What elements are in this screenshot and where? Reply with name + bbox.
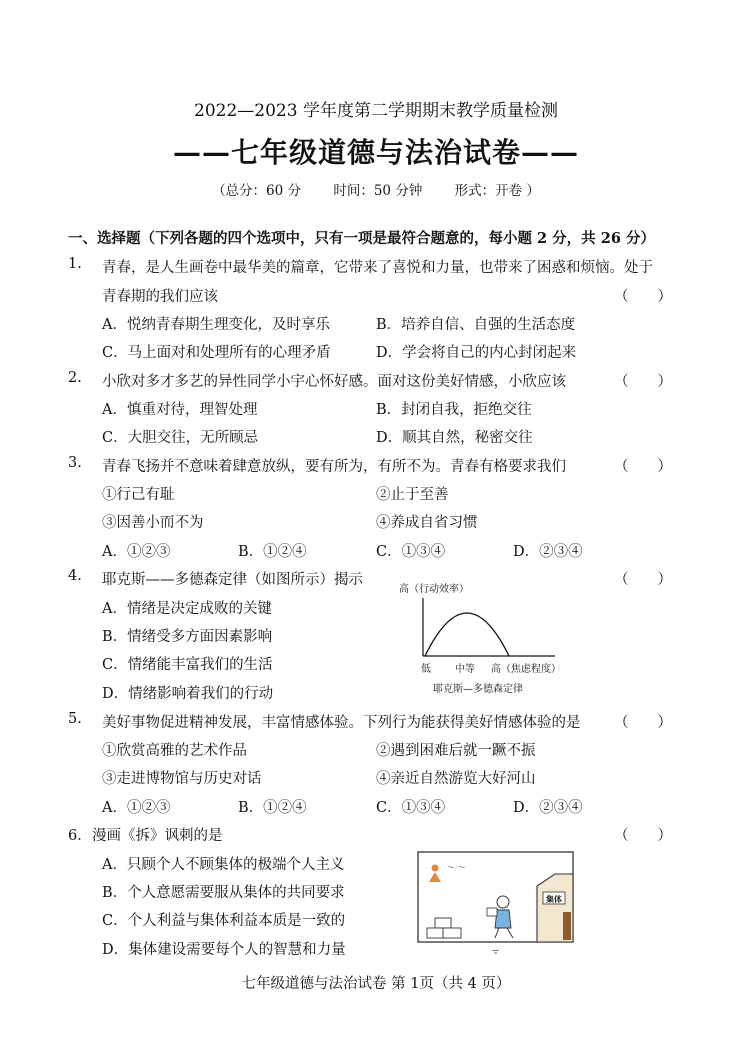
q5-option-a: A．①②③: [102, 800, 171, 816]
q3-number: 3.: [68, 455, 82, 471]
exam-total-score: （总分：60 分: [212, 183, 302, 199]
q4-option-d: D．情绪影响着我们的行动: [102, 686, 274, 702]
figure-curve: [425, 613, 509, 656]
q1-answer-paren: （ ）: [614, 289, 672, 305]
q6-answer-paren: （ ）: [614, 828, 672, 844]
q1-option-c: C．马上面对和处理所有的心理矛盾: [102, 345, 331, 361]
q2-number: 2.: [68, 370, 82, 386]
cartoon-sign-text: 集体: [546, 895, 562, 904]
exam-form: 形式：开卷 ）: [454, 183, 540, 199]
cartoon-birds-icon: ～ ～: [447, 863, 466, 872]
q3-item-4: ④养成自省习惯: [376, 515, 478, 531]
demolition-cartoon: [413, 848, 579, 958]
q2-option-b: B．封闭自我，拒绝交往: [376, 402, 532, 418]
q2-option-c: C．大胆交往，无所顾忌: [102, 430, 259, 446]
q3-option-d: D．②③④: [513, 544, 583, 560]
cartoon-small-figure-body: [429, 872, 441, 882]
q2-answer-paren: （ ）: [614, 374, 672, 390]
cartoon-building-door: [563, 912, 571, 940]
q2-option-d: D．顺其自然，秘密交往: [376, 430, 533, 446]
q4-option-a: A．情绪是决定成败的关键: [102, 601, 272, 617]
q5-item-4: ④亲近自然游览大好河山: [376, 771, 536, 787]
q4-option-b: B．情绪受多方面因素影响: [102, 629, 273, 645]
q5-item-1: ①欣赏高雅的艺术作品: [102, 743, 247, 759]
q5-item-3: ③走进博物馆与历史对话: [102, 771, 262, 787]
q1-stem-line1: 青春，是人生画卷中最华美的篇章，它带来了喜悦和力量，也带来了困惑和烦恼。处于: [102, 260, 653, 276]
figure-x-high: 高（焦虑程度）: [491, 664, 561, 675]
q4-stem: 耶克斯——多德森定律（如图所示）揭示: [102, 572, 363, 588]
q1-option-d: D．学会将自己的内心封闭起来: [376, 345, 577, 361]
q3-option-b: B．①②④: [238, 544, 307, 560]
exam-meta: [0, 179, 752, 199]
cartoon-brick-1: [435, 918, 451, 928]
q3-item-2: ②止于至善: [376, 487, 449, 503]
q6-option-d: D．集体建设需要每个人的智慧和力量: [102, 942, 346, 958]
q5-option-b: B．①②④: [238, 800, 307, 816]
q2-stem: 小欣对多才多艺的异性同学小宇心怀好感。面对这份美好情感，小欣应该: [102, 374, 566, 390]
q6-option-c: C．个人利益与集体利益本质是一致的: [102, 913, 346, 929]
cartoon-small-figure-head: [432, 865, 439, 872]
q4-option-c: C．情绪能丰富我们的生活: [102, 657, 273, 673]
exam-time: 时间：50 分钟: [333, 183, 423, 199]
q4-answer-paren: （ ）: [614, 572, 672, 588]
q5-option-c: C．①③④: [376, 800, 446, 816]
q5-answer-paren: （ ）: [614, 715, 672, 731]
q1-option-a: A．悦纳青春期生理变化，及时享乐: [102, 317, 330, 333]
cartoon-person-leg-left: [495, 928, 499, 938]
cartoon-person-head: [497, 896, 509, 908]
yerkes-dodson-figure: [385, 580, 585, 698]
exam-year-title: 2022—2023 学年度第二学期期末教学质量检测: [194, 101, 558, 121]
q5-stem: 美好事物促进精神发展，丰富情感体验。下列行为能获得美好情感体验的是: [102, 715, 581, 731]
q5-number: 5.: [68, 711, 82, 727]
q5-item-2: ②遇到困难后就一蹶不振: [376, 743, 536, 759]
cartoon-caption-icon: ᯤ: [492, 947, 500, 956]
q6-option-a: A．只顾个人不顾集体的极端个人主义: [102, 857, 345, 873]
q3-answer-paren: （ ）: [614, 459, 672, 475]
q6-number: 6．: [68, 828, 92, 844]
cartoon-brick-2: [443, 928, 461, 938]
q1-option-b: B．培养自信、自强的生活态度: [376, 317, 576, 333]
q6-option-b: B．个人意愿需要服从集体的共同要求: [102, 885, 345, 901]
cartoon-carried-brick: [487, 908, 497, 916]
figure-caption: 耶克斯—多德森定律: [433, 684, 523, 695]
cartoon-brick-3: [427, 928, 443, 938]
cartoon-person-leg-right: [507, 928, 513, 938]
q6-stem: 漫画《拆》讽刺的是: [92, 828, 223, 844]
q3-item-1: ①行己有耻: [102, 487, 175, 503]
figure-x-mid: 中等: [455, 664, 475, 675]
q3-stem: 青春飞扬并不意味着肆意放纵，要有所为，有所不为。青春有格要求我们: [102, 459, 566, 475]
q4-number: 4.: [68, 568, 82, 584]
figure-y-label: 高（行动效率）: [399, 584, 469, 595]
q3-option-c: C．①③④: [376, 544, 446, 560]
section-title: 一、选择题（下列各题的四个选项中，只有一项是最符合题意的，每小题 2 分，共 26 分）: [68, 230, 655, 247]
q3-item-3: ③因善小而不为: [102, 515, 204, 531]
figure-x-low: 低: [421, 664, 431, 675]
exam-main-title: ——七年级道德与法治试卷——: [172, 136, 579, 169]
page-footer: 七年级道德与法治试卷 第 1页（共 4 页）: [241, 976, 511, 992]
q2-option-a: A．慎重对待，理智处理: [102, 402, 258, 418]
q1-stem-line2: 青春期的我们应该: [102, 289, 218, 305]
q3-option-a: A．①②③: [102, 544, 171, 560]
q1-number: 1.: [68, 256, 82, 272]
q5-option-d: D．②③④: [513, 800, 583, 816]
